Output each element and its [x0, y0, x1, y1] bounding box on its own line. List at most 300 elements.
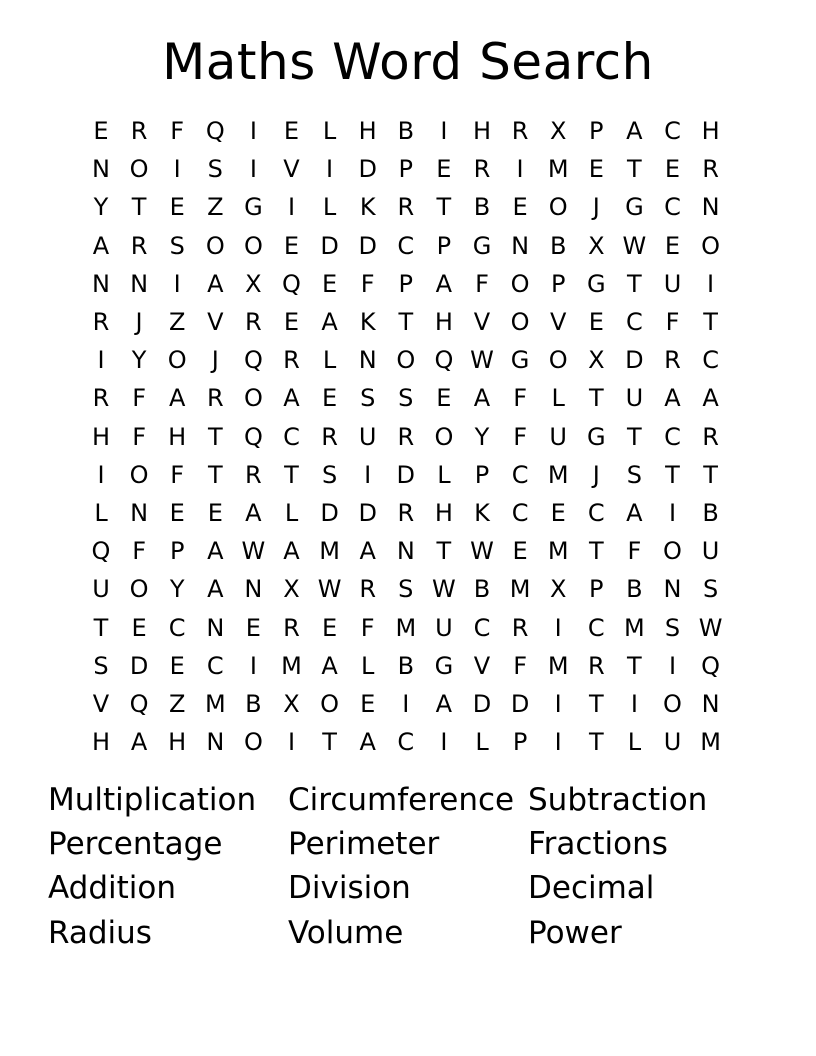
- grid-letter: T: [703, 460, 718, 489]
- grid-letter: T: [627, 651, 642, 680]
- word-list-item: Power: [528, 915, 622, 951]
- grid-letter: B: [397, 651, 415, 680]
- grid-letter: C: [511, 460, 529, 489]
- grid-letter: J: [592, 460, 600, 489]
- grid-letter: H: [91, 422, 111, 451]
- grid-letter: U: [92, 575, 110, 604]
- word-list-item: Fractions: [528, 826, 668, 862]
- grid-letter: T: [665, 460, 680, 489]
- grid-letter: P: [512, 728, 528, 757]
- grid-letter: P: [398, 155, 414, 184]
- grid-letter: F: [475, 269, 489, 298]
- grid-letter: F: [513, 384, 527, 413]
- grid-letter: M: [509, 575, 531, 604]
- grid-letter: E: [169, 499, 185, 527]
- grid-letter: Q: [243, 422, 263, 451]
- grid-letter: P: [169, 537, 185, 566]
- grid-letter: B: [473, 193, 491, 222]
- grid-letter: G: [625, 193, 644, 222]
- grid-row: [82, 150, 742, 188]
- grid-letter: D: [320, 499, 339, 527]
- grid-letter: E: [283, 231, 300, 260]
- grid-letter: M: [700, 728, 721, 757]
- grid-letter: A: [207, 537, 224, 566]
- grid-letter: H: [434, 308, 453, 336]
- grid-letter: T: [588, 690, 604, 718]
- grid-letter: F: [513, 422, 527, 451]
- grid-letter: E: [512, 537, 528, 566]
- grid-letter: Z: [168, 308, 186, 336]
- grid-letter: G: [586, 422, 606, 451]
- grid-row: [82, 685, 742, 723]
- grid-letter: A: [702, 384, 719, 413]
- grid-letter: I: [249, 155, 257, 184]
- grid-letter: R: [130, 117, 148, 145]
- grid-letter: D: [396, 460, 416, 489]
- grid-letter: N: [701, 193, 720, 222]
- grid-letter: E: [93, 117, 109, 145]
- grid-letter: B: [397, 117, 415, 145]
- grid-row: [82, 570, 742, 608]
- grid-letter: F: [170, 117, 185, 145]
- word-list-item: Percentage: [48, 826, 223, 862]
- grid-letter: C: [664, 117, 681, 145]
- grid-row: [82, 723, 742, 761]
- grid-letter: U: [549, 422, 567, 451]
- grid-letter: O: [129, 460, 149, 489]
- grid-letter: C: [587, 613, 605, 642]
- grid-letter: I: [287, 193, 296, 222]
- grid-letter: O: [320, 690, 340, 718]
- grid-letter: N: [206, 613, 225, 642]
- grid-letter: A: [626, 499, 643, 527]
- grid-letter: A: [245, 499, 262, 527]
- grid-letter: H: [168, 422, 187, 451]
- grid-letter: I: [516, 155, 524, 184]
- grid-letter: X: [549, 117, 567, 145]
- grid-row: [82, 112, 742, 150]
- grid-letter: E: [664, 231, 681, 260]
- grid-letter: T: [284, 460, 299, 489]
- grid-letter: A: [435, 690, 453, 718]
- grid-letter: R: [702, 422, 719, 451]
- grid-letter: D: [320, 231, 339, 260]
- grid-letter: T: [207, 460, 223, 489]
- grid-letter: W: [241, 537, 266, 566]
- grid-letter: O: [548, 193, 568, 222]
- grid-letter: T: [131, 193, 147, 222]
- word-list-item: Subtraction: [528, 782, 708, 818]
- grid-letter: W: [470, 346, 494, 375]
- grid-letter: U: [358, 422, 377, 451]
- grid-letter: A: [664, 384, 681, 413]
- grid-letter: Q: [282, 269, 301, 298]
- grid-letter: G: [510, 346, 530, 375]
- grid-letter: J: [135, 308, 143, 336]
- grid-row: [82, 456, 742, 494]
- grid-letter: P: [589, 117, 604, 145]
- grid-letter: D: [510, 690, 530, 718]
- grid-letter: I: [249, 117, 257, 145]
- grid-letter: S: [93, 651, 109, 680]
- grid-letter: F: [360, 613, 375, 642]
- grid-letter: A: [435, 269, 453, 298]
- grid-letter: E: [550, 499, 566, 527]
- grid-letter: L: [322, 193, 337, 222]
- grid-letter: L: [627, 728, 642, 757]
- grid-letter: R: [130, 231, 148, 260]
- grid-letter: E: [283, 117, 300, 145]
- grid-letter: I: [173, 269, 181, 298]
- grid-letter: V: [207, 308, 224, 336]
- grid-letter: F: [513, 651, 527, 680]
- grid-letter: Z: [168, 690, 186, 718]
- grid-letter: I: [402, 690, 410, 718]
- grid-letter: R: [92, 384, 110, 413]
- grid-letter: I: [630, 690, 638, 718]
- grid-letter: A: [92, 231, 110, 260]
- grid-letter: U: [625, 384, 644, 413]
- grid-letter: F: [360, 269, 375, 298]
- grid-letter: I: [97, 460, 105, 489]
- grid-letter: A: [321, 308, 338, 336]
- grid-letter: F: [665, 308, 680, 336]
- grid-letter: I: [287, 728, 296, 757]
- grid-letter: R: [283, 346, 300, 375]
- grid-letter: H: [701, 117, 720, 145]
- grid-letter: O: [510, 308, 530, 336]
- grid-letter: G: [586, 269, 606, 298]
- grid-letter: O: [663, 690, 682, 718]
- word-list-item: Multiplication: [48, 782, 257, 818]
- grid-letter: T: [398, 308, 414, 336]
- grid-letter: E: [283, 308, 300, 336]
- grid-letter: C: [664, 422, 681, 451]
- grid-letter: D: [358, 499, 377, 527]
- grid-letter: C: [397, 728, 415, 757]
- grid-letter: B: [626, 575, 643, 604]
- grid-letter: L: [475, 728, 489, 757]
- grid-letter: I: [173, 155, 181, 184]
- grid-letter: A: [207, 269, 224, 298]
- grid-letter: R: [473, 155, 491, 184]
- grid-letter: M: [395, 613, 417, 642]
- grid-letter: S: [398, 384, 414, 413]
- grid-letter: M: [547, 460, 569, 489]
- grid-letter: E: [322, 613, 338, 642]
- grid-letter: B: [473, 575, 491, 604]
- grid-letter: D: [358, 155, 377, 184]
- grid-letter: R: [206, 384, 224, 413]
- grid-letter: A: [207, 575, 224, 604]
- grid-letter: M: [547, 155, 569, 184]
- grid-letter: A: [321, 651, 338, 680]
- word-list-item: Perimeter: [288, 826, 440, 862]
- grid-letter: P: [436, 231, 452, 260]
- grid-letter: O: [663, 537, 682, 566]
- grid-letter: W: [698, 613, 723, 642]
- grid-letter: X: [588, 346, 605, 375]
- grid-letter: W: [622, 231, 647, 260]
- grid-letter: F: [132, 384, 146, 413]
- grid-letter: R: [664, 346, 681, 375]
- grid-letter: D: [472, 690, 492, 718]
- grid-letter: O: [434, 422, 454, 451]
- grid-letter: L: [284, 499, 299, 527]
- grid-letter: R: [283, 613, 300, 642]
- grid-letter: E: [322, 384, 338, 413]
- grid-letter: M: [319, 537, 340, 566]
- grid-letter: T: [588, 384, 604, 413]
- grid-letter: V: [473, 308, 491, 336]
- grid-letter: A: [359, 537, 376, 566]
- grid-letter: N: [396, 537, 415, 566]
- grid-letter: C: [283, 422, 300, 451]
- grid-letter: Q: [701, 651, 721, 680]
- grid-letter: G: [244, 193, 263, 222]
- grid-letter: J: [592, 193, 600, 222]
- grid-letter: T: [322, 728, 337, 757]
- grid-letter: C: [168, 613, 186, 642]
- grid-letter: R: [397, 193, 415, 222]
- grid-letter: R: [702, 155, 719, 184]
- grid-letter: O: [396, 346, 416, 375]
- grid-letter: T: [703, 308, 718, 336]
- grid-letter: N: [244, 575, 263, 604]
- grid-letter: E: [322, 269, 338, 298]
- grid-letter: T: [627, 155, 642, 184]
- grid-letter: I: [440, 117, 448, 145]
- grid-letter: T: [207, 422, 223, 451]
- grid-letter: I: [707, 269, 715, 298]
- grid-letter: D: [129, 651, 149, 680]
- grid-letter: N: [92, 155, 110, 184]
- grid-letter: Y: [93, 193, 109, 222]
- grid-letter: H: [91, 728, 111, 757]
- grid-letter: V: [283, 155, 300, 184]
- grid-letter: P: [550, 269, 566, 298]
- grid-letter: U: [663, 269, 682, 298]
- grid-letter: B: [702, 499, 719, 527]
- grid-letter: N: [206, 728, 225, 757]
- grid-letter: G: [434, 651, 454, 680]
- grid-letter: N: [511, 231, 530, 260]
- grid-letter: L: [322, 346, 337, 375]
- grid-letter: O: [701, 231, 721, 260]
- grid-letter: P: [398, 269, 414, 298]
- grid-row: [82, 647, 742, 685]
- grid-letter: A: [168, 384, 186, 413]
- grid-letter: R: [587, 651, 605, 680]
- grid-letter: E: [207, 499, 223, 527]
- grid-letter: R: [92, 308, 110, 336]
- grid-letter: C: [206, 651, 224, 680]
- grid-letter: S: [626, 460, 642, 489]
- grid-row: [82, 494, 742, 532]
- grid-letter: X: [245, 269, 262, 298]
- grid-letter: E: [245, 613, 261, 642]
- grid-letter: K: [359, 308, 376, 336]
- grid-letter: H: [472, 117, 492, 145]
- grid-letter: O: [129, 155, 149, 184]
- grid-letter: O: [129, 575, 149, 604]
- word-list-item: Circumference: [288, 782, 515, 818]
- grid-letter: L: [361, 651, 375, 680]
- grid-letter: W: [317, 575, 342, 604]
- grid-letter: A: [283, 537, 300, 566]
- grid-letter: R: [511, 117, 529, 145]
- grid-letter: K: [359, 193, 376, 222]
- grid-letter: T: [436, 193, 452, 222]
- grid-letter: I: [554, 613, 562, 642]
- grid-letter: C: [626, 308, 643, 336]
- grid-row: [82, 379, 742, 417]
- grid-letter: S: [321, 460, 338, 489]
- grid-row: [82, 188, 742, 226]
- grid-letter: E: [169, 193, 185, 222]
- page-title: Maths Word Search: [162, 33, 654, 91]
- grid-letter: S: [360, 384, 376, 413]
- grid-letter: L: [551, 384, 565, 413]
- grid-letter: V: [473, 651, 491, 680]
- grid-letter: Q: [91, 537, 111, 566]
- grid-letter: R: [397, 422, 415, 451]
- grid-letter: H: [434, 499, 453, 527]
- grid-letter: A: [626, 117, 643, 145]
- grid-letter: S: [664, 613, 681, 642]
- grid-letter: U: [701, 537, 720, 566]
- grid-letter: T: [588, 728, 604, 757]
- grid-letter: R: [511, 613, 529, 642]
- grid-letter: M: [624, 613, 645, 642]
- word-list-item: Addition: [48, 870, 177, 906]
- grid-letter: S: [702, 575, 719, 604]
- grid-letter: I: [249, 651, 257, 680]
- grid-letter: R: [359, 575, 377, 604]
- grid-letter: A: [130, 728, 148, 757]
- grid-letter: C: [664, 193, 681, 222]
- grid-letter: P: [589, 575, 604, 604]
- grid-letter: E: [664, 155, 681, 184]
- grid-letter: T: [627, 269, 642, 298]
- word-list-item: Radius: [48, 915, 152, 951]
- grid-letter: E: [436, 384, 452, 413]
- grid-letter: D: [625, 346, 644, 375]
- grid-letter: Y: [169, 575, 185, 604]
- grid-letter: U: [435, 613, 453, 642]
- grid-letter: Q: [434, 346, 454, 375]
- grid-letter: Q: [205, 117, 225, 145]
- grid-letter: E: [588, 308, 604, 336]
- grid-letter: H: [168, 728, 187, 757]
- grid-letter: L: [322, 117, 337, 145]
- grid-letter: W: [432, 575, 456, 604]
- grid-row: [82, 341, 742, 379]
- grid-letter: E: [436, 155, 452, 184]
- grid-letter: M: [547, 537, 569, 566]
- grid-letter: C: [702, 346, 719, 375]
- grid-letter: M: [281, 651, 302, 680]
- word-list-item: Decimal: [528, 870, 655, 906]
- grid-letter: F: [170, 460, 185, 489]
- grid-letter: E: [588, 155, 604, 184]
- grid-letter: Q: [243, 346, 263, 375]
- grid-letter: R: [245, 460, 262, 489]
- grid-letter: N: [92, 269, 110, 298]
- grid-letter: E: [512, 193, 528, 222]
- grid-letter: V: [549, 308, 567, 336]
- grid-letter: N: [701, 690, 720, 718]
- grid-letter: H: [358, 117, 377, 145]
- grid-letter: Z: [207, 193, 224, 222]
- grid-letter: L: [437, 460, 451, 489]
- grid-letter: A: [359, 728, 376, 757]
- grid-letter: D: [358, 231, 377, 260]
- grid-letter: R: [245, 308, 262, 336]
- grid-letter: E: [169, 651, 185, 680]
- grid-letter: N: [130, 499, 149, 527]
- grid-row: [82, 227, 742, 265]
- grid-letter: C: [473, 613, 491, 642]
- grid-letter: G: [472, 231, 492, 260]
- grid-letter: T: [627, 422, 642, 451]
- grid-letter: R: [397, 499, 415, 527]
- grid-row: [82, 609, 742, 647]
- grid-letter: O: [243, 231, 263, 260]
- grid-letter: S: [169, 231, 185, 260]
- grid-letter: C: [511, 499, 529, 527]
- grid-letter: T: [588, 537, 604, 566]
- grid-letter: O: [548, 346, 568, 375]
- grid-letter: F: [132, 422, 146, 451]
- grid-letter: Y: [474, 422, 490, 451]
- grid-letter: I: [668, 651, 677, 680]
- grid-letter: X: [283, 575, 300, 604]
- grid-letter: M: [204, 690, 226, 718]
- grid-letter: X: [549, 575, 567, 604]
- grid-letter: A: [283, 384, 300, 413]
- grid-row: [82, 303, 742, 341]
- grid-letter: R: [321, 422, 338, 451]
- grid-letter: F: [627, 537, 642, 566]
- word-list-item: Volume: [288, 915, 404, 951]
- grid-letter: A: [473, 384, 491, 413]
- grid-letter: N: [130, 269, 149, 298]
- grid-letter: F: [132, 537, 146, 566]
- grid-letter: O: [510, 269, 530, 298]
- grid-letter: C: [587, 499, 605, 527]
- grid-row: [82, 265, 742, 303]
- grid-letter: Q: [129, 690, 149, 718]
- grid-row: [82, 418, 742, 456]
- grid-letter: P: [474, 460, 490, 489]
- grid-letter: X: [588, 231, 605, 260]
- grid-letter: L: [94, 499, 108, 527]
- grid-letter: I: [554, 728, 562, 757]
- grid-letter: C: [397, 231, 415, 260]
- grid-letter: V: [92, 690, 110, 718]
- grid-letter: I: [554, 690, 562, 718]
- grid-letter: I: [668, 499, 677, 527]
- grid-letter: S: [398, 575, 414, 604]
- grid-letter: M: [547, 651, 569, 680]
- grid-letter: Y: [131, 346, 147, 375]
- grid-letter: E: [360, 690, 376, 718]
- grid-letter: I: [440, 728, 448, 757]
- grid-letter: E: [131, 613, 147, 642]
- grid-letter: T: [436, 537, 452, 566]
- grid-letter: X: [283, 690, 300, 718]
